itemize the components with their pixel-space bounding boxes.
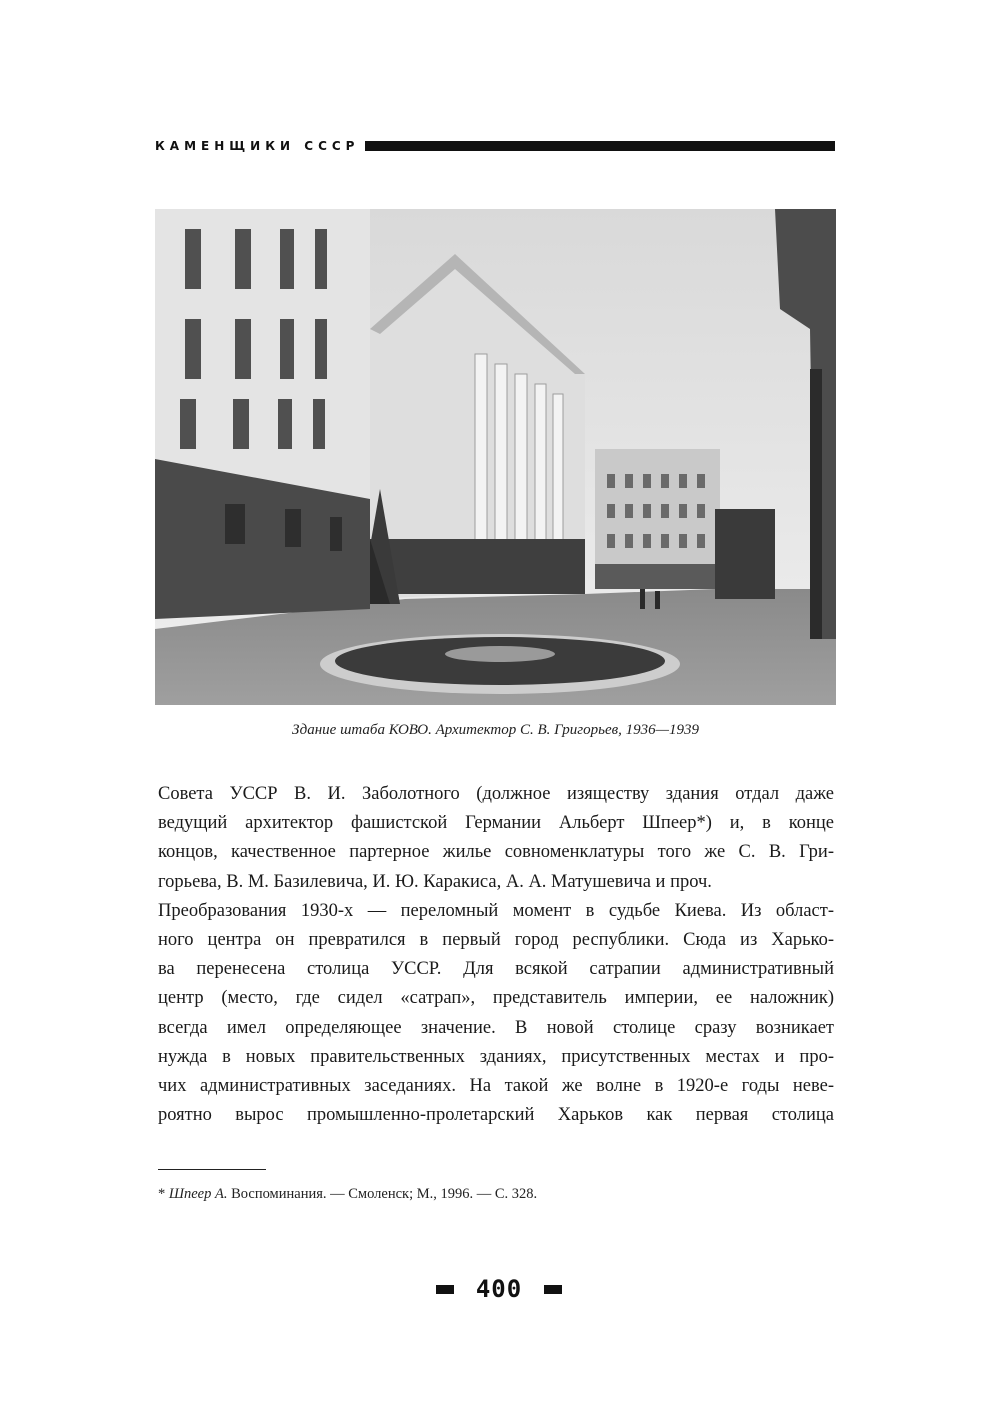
text-line: роятно вырос промышленно-пролетарский Харьков как первая столица xyxy=(158,1105,834,1126)
running-title: КАМЕНЩИКИ СССР xyxy=(155,139,360,153)
text-line: центр (место, где сидел «сатрап», представитель империи, ее наложник) xyxy=(158,988,834,1009)
text-line: ва перенесена столица УССР. Для всякой сатрапии административный xyxy=(158,959,834,980)
footnote-rule xyxy=(158,1169,266,1170)
footnote-marker: * xyxy=(158,1186,169,1202)
text-line: чих административных заседаниях. На такой же волне в 1920-е годы неве- xyxy=(158,1075,834,1096)
body-paragraph xyxy=(158,780,834,1130)
footnote xyxy=(158,1186,537,1203)
footnote-author: Шпеер А. xyxy=(168,1186,232,1202)
text-line: ного центра он превратился в первый город республики. Сюда из Харько- xyxy=(158,929,834,950)
photo-kovo-headquarters-icon xyxy=(155,209,836,705)
page-number: 400 xyxy=(475,1275,523,1303)
text-line: горьева, В. М. Базилевича, И. Ю. Каракиса, А. А. Матушевича и проч. xyxy=(158,871,712,892)
folio-dash-left xyxy=(436,1285,454,1294)
running-header xyxy=(155,138,835,154)
text-line: Преобразования 1930-х — переломный момент в судьбе Киева. Из област- xyxy=(158,900,834,921)
header-rule xyxy=(365,141,835,151)
text-line: ведущий архитектор фашистской Германии Альберт Шпеер*) и, в конце xyxy=(158,813,834,834)
footnote-text: Воспоминания. — Смоленск; М., 1996. — С. 328. xyxy=(231,1186,538,1202)
building-photo xyxy=(155,209,836,705)
text-line: всегда имел определяющее значение. В новой столице сразу возникает xyxy=(158,1017,834,1038)
text-line: концов, качественное партерное жилье совноменклатуры того же С. В. Гри- xyxy=(158,842,834,863)
page-folio xyxy=(436,1276,562,1302)
text-line: нужда в новых правительственных зданиях, присутственных местах и про- xyxy=(158,1046,834,1067)
figure-caption: Здание штаба КОВО. Архитектор С. В. Григорьев, 1936—1939 xyxy=(292,722,699,738)
text-line: Совета УССР В. И. Заболотного (должное изяществу здания отдал даже xyxy=(158,784,834,804)
folio-dash-right xyxy=(544,1285,562,1294)
